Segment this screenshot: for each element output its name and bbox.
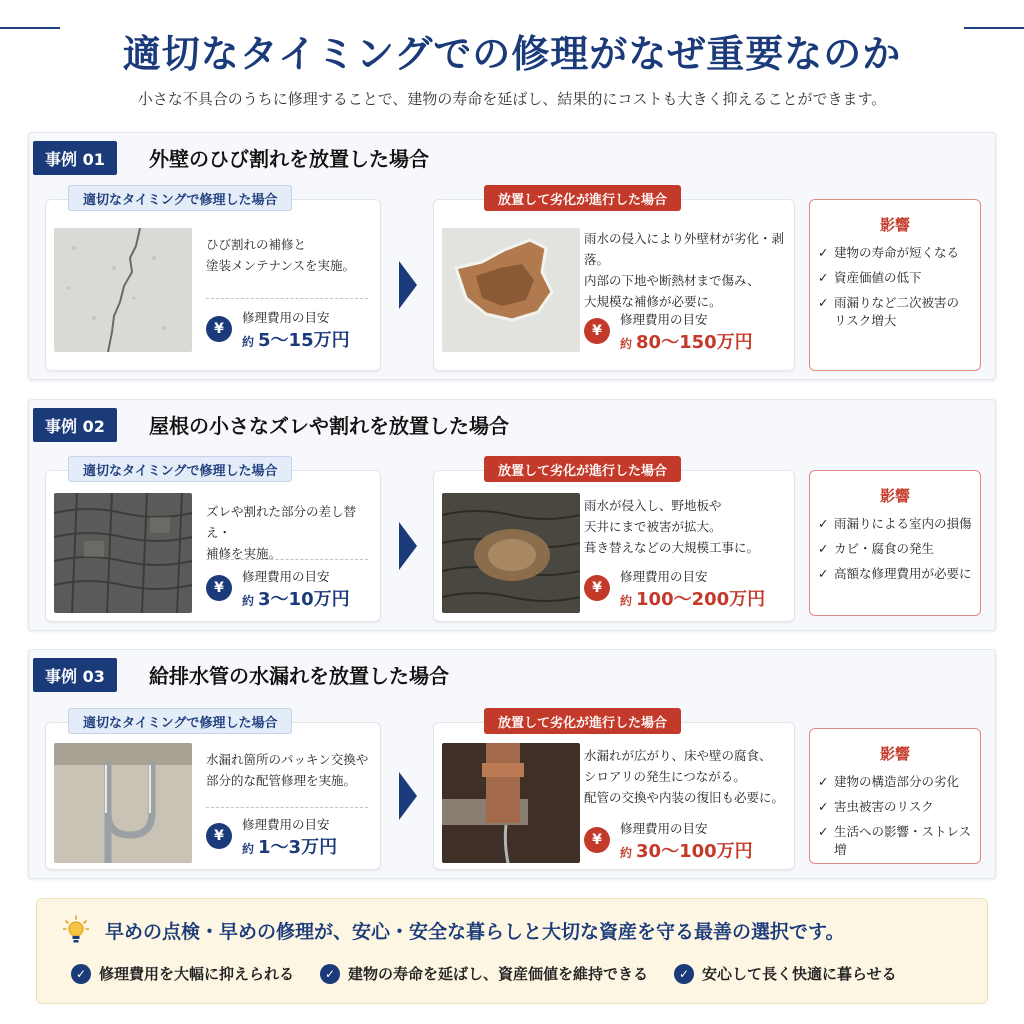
good-timing-tag: 適切なタイミングで修理した場合 <box>68 185 292 211</box>
impact-box <box>809 728 981 864</box>
cost-prefix: 約 <box>242 594 255 608</box>
summary-point <box>71 963 294 984</box>
cost-prefix: 約 <box>242 335 255 349</box>
dashed-divider <box>206 807 368 808</box>
cost-amount: 3〜10万円 <box>258 589 350 610</box>
page-title: 適切なタイミングでの修理がなぜ重要なのか <box>122 30 902 76</box>
neglected-tag: 放置して劣化が進行した場合 <box>484 456 681 482</box>
impact-item: ✓ 高額な修理費用が必要に <box>818 565 976 583</box>
summary-point <box>674 963 897 984</box>
summary-point <box>320 963 648 984</box>
cost-label: 修理費用の目安 <box>242 569 330 584</box>
neglected-tag: 放置して劣化が進行した場合 <box>484 708 681 734</box>
drain-pipe-photo <box>54 743 192 863</box>
impact-box <box>809 470 981 616</box>
cost-label: 修理費用の目安 <box>242 310 330 325</box>
arrow-right-icon <box>399 261 417 309</box>
good-description: 水漏れ箇所のパッキン交換や 部分的な配管修理を実施。 <box>206 752 369 788</box>
good-timing-panel <box>45 715 381 870</box>
check-circle-icon: ✓ <box>71 964 91 984</box>
impact-item: ✓ 建物の構造部分の劣化 <box>818 773 976 791</box>
impact-item: ✓ 雨漏りなど二次被害の リスク増大 <box>818 294 976 330</box>
cost-value <box>242 326 350 352</box>
cost-value <box>620 328 753 354</box>
impact-title: 影響 <box>879 745 910 763</box>
yen-icon: ¥ <box>206 823 232 849</box>
case-badge: 事例 01 <box>33 141 117 175</box>
impact-list <box>818 773 976 866</box>
yen-icon: ¥ <box>584 318 610 344</box>
dashed-divider <box>206 559 368 560</box>
impact-item: ✓ 資産価値の低下 <box>818 269 976 287</box>
good-description: ひび割れの補修と 塗装メンテナンスを実施。 <box>206 237 356 273</box>
case-card-01 <box>28 132 996 380</box>
yen-icon: ¥ <box>584 575 610 601</box>
cost-amount: 80〜150万円 <box>636 332 753 353</box>
yen-icon: ¥ <box>206 575 232 601</box>
check-circle-icon: ✓ <box>320 964 340 984</box>
good-description: ズレや割れた部分の差し替え・ 補修を実施。 <box>206 504 357 561</box>
impact-list <box>818 244 976 337</box>
neglected-description: 雨水の侵入により外壁材が劣化・剥落。 内部の下地や断熱材まで傷み、 大規模な補修が必要に。 <box>584 231 785 309</box>
summary-point-text: 建物の寿命を延ばし、資産価値を維持できる <box>348 965 649 983</box>
impact-title: 影響 <box>879 487 910 505</box>
cost-prefix: 約 <box>620 594 633 608</box>
cost-amount: 1〜3万円 <box>258 837 338 858</box>
good-timing-panel <box>45 463 381 622</box>
good-timing-panel <box>45 192 381 371</box>
impact-box <box>809 199 981 371</box>
impact-item: ✓ 害虫被害のリスク <box>818 798 976 816</box>
cost-amount: 30〜100万円 <box>636 841 753 862</box>
neglected-panel <box>433 463 795 622</box>
cost-label: 修理費用の目安 <box>620 312 708 327</box>
roof-damage-photo <box>442 493 580 613</box>
check-circle-icon: ✓ <box>674 964 694 984</box>
neglected-panel <box>433 192 795 371</box>
cost-amount: 5〜15万円 <box>258 330 350 351</box>
header <box>0 0 1024 120</box>
neglected-description: 雨水が侵入し、野地板や 天井にまで被害が拡大。 葺き替えなどの大規模工事に。 <box>584 498 760 555</box>
impact-item: ✓ 生活への影響・ストレス増 <box>818 823 976 859</box>
cost-label: 修理費用の目安 <box>242 817 330 832</box>
dashed-divider <box>206 298 368 299</box>
cost-prefix: 約 <box>620 337 633 351</box>
cost-value <box>620 585 765 611</box>
roof-tile-photo <box>54 493 192 613</box>
cost-label: 修理費用の目安 <box>620 569 708 584</box>
wall-crack-photo <box>54 228 192 352</box>
wall-damage-photo <box>442 228 580 352</box>
case-card-02 <box>28 399 996 631</box>
arrow-right-icon <box>399 522 417 570</box>
case-badge: 事例 03 <box>33 658 117 692</box>
page-subtitle: 小さな不具合のうちに修理することで、建物の寿命を延ばし、結果的にコストも大きく抑えることができます。 <box>137 90 887 108</box>
impact-item: ✓ カビ・腐食の発生 <box>818 540 976 558</box>
impact-item: ✓ 建物の寿命が短くなる <box>818 244 976 262</box>
summary-point-text: 修理費用を大幅に抑えられる <box>99 965 295 983</box>
summary-point-text: 安心して長く快適に暮らせる <box>702 965 897 983</box>
impact-title: 影響 <box>879 216 910 234</box>
case-badge: 事例 02 <box>33 408 117 442</box>
arrow-right-icon <box>399 772 417 820</box>
leaking-pipe-photo <box>442 743 580 863</box>
cost-value <box>620 837 753 863</box>
lightbulb-icon <box>63 915 89 945</box>
neglected-tag: 放置して劣化が進行した場合 <box>484 185 681 211</box>
impact-list <box>818 515 976 590</box>
cost-value <box>242 833 337 859</box>
cost-amount: 100〜200万円 <box>636 589 766 610</box>
cost-prefix: 約 <box>620 846 633 860</box>
cost-label: 修理費用の目安 <box>620 821 708 836</box>
neglected-description: 水漏れが広がり、床や壁の腐食、 シロアリの発生につながる。 配管の交換や内装の復旧も必要に。 <box>584 748 785 805</box>
good-timing-tag: 適切なタイミングで修理した場合 <box>68 456 292 482</box>
good-timing-tag: 適切なタイミングで修理した場合 <box>68 708 292 734</box>
cost-value <box>242 585 350 611</box>
case-title: 屋根の小さなズレや割れを放置した場合 <box>149 414 509 438</box>
summary-points <box>71 963 897 984</box>
neglected-panel <box>433 715 795 870</box>
impact-item: ✓ 雨漏りによる室内の損傷 <box>818 515 976 533</box>
summary-title: 早めの点検・早めの修理が、安心・安全な暮らしと大切な資産を守る最善の選択です。 <box>105 921 845 943</box>
yen-icon: ¥ <box>206 316 232 342</box>
yen-icon: ¥ <box>584 827 610 853</box>
case-title: 外壁のひび割れを放置した場合 <box>149 147 429 171</box>
summary-box <box>36 898 988 1004</box>
cost-prefix: 約 <box>242 842 255 856</box>
case-card-03 <box>28 649 996 879</box>
case-title: 給排水管の水漏れを放置した場合 <box>149 664 449 688</box>
